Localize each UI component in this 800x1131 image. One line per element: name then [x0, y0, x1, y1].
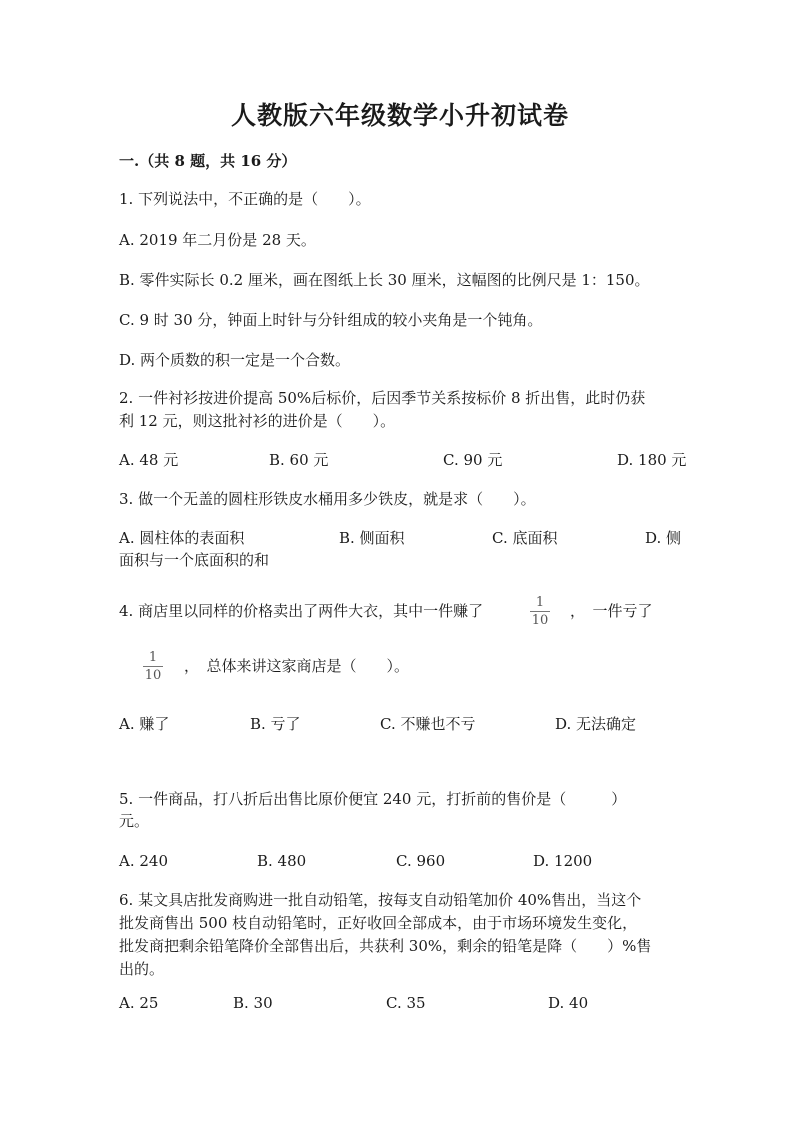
page-title: 人教版六年级数学小升初试卷 — [230, 101, 569, 130]
question-6-stem-line1: 6. 某文具店批发商购进一批自动铅笔，按每支自动铅笔加价 40%售出，当这个 — [119, 891, 642, 909]
question-2-option-d[interactable]: D. 180 元 — [617, 451, 687, 469]
question-3-option-b[interactable]: B. 侧面积 — [339, 529, 405, 547]
question-3-option-d[interactable]: D. 侧 — [645, 529, 682, 547]
question-2-option-b[interactable]: B. 60 元 — [269, 451, 329, 469]
question-4-option-d[interactable]: D. 无法确定 — [555, 715, 637, 733]
fraction-one-tenth — [530, 595, 550, 628]
question-1-option-d[interactable]: D. 两个质数的积一定是一个合数。 — [119, 351, 351, 369]
question-6-option-d[interactable]: D. 40 — [548, 994, 589, 1012]
question-1-option-b[interactable]: B. 零件实际长 0.2 厘米，画在图纸上长 30 厘米，这幅图的比例尺是 1：150。 — [119, 271, 650, 289]
question-4-stem-part3: ， 总体来讲这家商店是（ ）。 — [184, 657, 410, 675]
question-4-stem-part2: ， 一件亏了 — [570, 602, 653, 620]
question-6-option-b[interactable]: B. 30 — [233, 994, 273, 1012]
question-5-option-a[interactable]: A. 240 — [119, 852, 168, 870]
question-4-option-b[interactable]: B. 亏了 — [250, 715, 301, 733]
question-3-option-a[interactable]: A. 圆柱体的表面积 — [119, 529, 245, 547]
question-2-option-a[interactable]: A. 48 元 — [119, 451, 179, 469]
question-4-option-c[interactable]: C. 不赚也不亏 — [380, 715, 476, 733]
fraction-bar — [143, 666, 163, 667]
fraction-numerator: 1 — [148, 650, 158, 665]
fraction-denominator: 10 — [531, 613, 549, 628]
fraction-bar — [530, 611, 550, 612]
question-6-stem-line4: 出的。 — [119, 960, 165, 978]
question-6-stem-line2: 批发商售出 500 枝自动铅笔时，正好收回全部成本，由于市场环境发生变化， — [119, 914, 638, 932]
question-6-stem-line3: 批发商把剩余铅笔降价全部售出后，共获利 30%，剩余的铅笔是降（ ）%售 — [119, 937, 652, 955]
question-4-stem-part1: 4. 商店里以同样的价格卖出了两件大衣，其中一件赚了 — [119, 602, 484, 620]
question-6-option-a[interactable]: A. 25 — [119, 994, 159, 1012]
section-heading: 一.（共 8 题，共 16 分） — [119, 152, 297, 170]
question-3-stem: 3. 做一个无盖的圆柱形铁皮水桶用多少铁皮，就是求（ ）。 — [119, 490, 536, 508]
question-5-option-d[interactable]: D. 1200 — [533, 852, 593, 870]
question-3-option-d-continuation: 面积与一个底面积的和 — [119, 551, 270, 569]
question-5-option-c[interactable]: C. 960 — [396, 852, 446, 870]
question-1-option-a[interactable]: A. 2019 年二月份是 28 天。 — [119, 231, 316, 249]
question-2-stem-line1: 2. 一件衬衫按进价提高 50%后标价，后因季节关系按标价 8 折出售，此时仍获 — [119, 389, 646, 407]
question-2-stem-line2: 利 12 元，则这批衬衫的进价是（ ）。 — [119, 412, 396, 430]
fraction-denominator: 10 — [144, 668, 162, 683]
question-5-stem-line2: 元。 — [119, 812, 150, 830]
question-1-stem: 1. 下列说法中，不正确的是（ ）。 — [119, 190, 371, 208]
question-4-option-a[interactable]: A. 赚了 — [119, 715, 170, 733]
question-5-stem-line1: 5. 一件商品，打八折后出售比原价便宜 240 元，打折前的售价是（ ） — [119, 790, 627, 808]
fraction-numerator: 1 — [535, 595, 545, 610]
question-5-option-b[interactable]: B. 480 — [257, 852, 307, 870]
question-2-option-c[interactable]: C. 90 元 — [443, 451, 503, 469]
question-1-option-c[interactable]: C. 9 时 30 分，钟面上时针与分针组成的较小夹角是一个钝角。 — [119, 311, 543, 329]
question-3-option-c[interactable]: C. 底面积 — [492, 529, 558, 547]
question-6-option-c[interactable]: C. 35 — [386, 994, 426, 1012]
fraction-one-tenth — [143, 650, 163, 683]
